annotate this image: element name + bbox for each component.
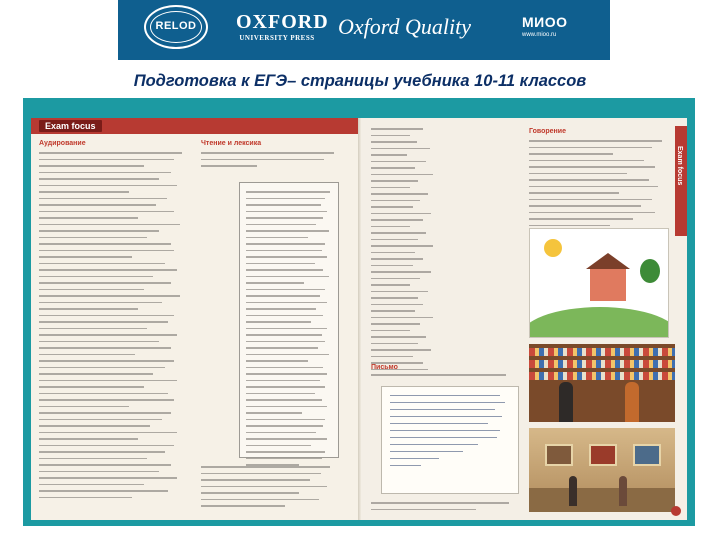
market-shelf — [529, 360, 675, 368]
listening-text-block — [39, 152, 189, 503]
oxford-quality-logo: Oxford Quality — [338, 14, 471, 39]
writing-task-lines — [371, 502, 521, 515]
reading-text-box — [239, 182, 339, 458]
market-person — [559, 382, 573, 422]
friend-letter — [381, 386, 519, 494]
drawing-house — [590, 269, 626, 301]
mioo-logo-main: МИОО — [522, 14, 568, 30]
page-number-badge — [671, 506, 681, 516]
header-banner — [118, 0, 610, 60]
market-shelf — [529, 348, 675, 356]
drawing-house-roof — [586, 253, 630, 269]
oup-logo-sub: UNIVERSITY PRESS — [239, 34, 315, 42]
gallery-floor — [529, 488, 675, 512]
reading-footer-lines — [201, 466, 341, 512]
art-gallery-photo — [529, 428, 675, 512]
side-tab-label: Exam focus — [676, 146, 683, 186]
drawing-hill — [529, 307, 669, 338]
market-stall-photo — [529, 344, 675, 422]
mioo-logo-url: www.mioo.ru — [522, 32, 557, 38]
drawing-tree — [640, 259, 660, 283]
mioo-logo — [522, 14, 582, 38]
textbook-right-page — [361, 118, 687, 520]
exam-focus-bar — [31, 118, 361, 134]
reading-section-label: Чтение и лексика — [201, 140, 262, 147]
textbook-left-page — [31, 118, 361, 520]
listening-section-label: Аудирование — [39, 140, 86, 147]
slide-title: Подготовка к ЕГЭ– страницы учебника 10-11 классов — [133, 72, 587, 90]
exam-focus-tab: Exam focus — [39, 120, 102, 132]
gallery-visitor — [619, 476, 627, 506]
writing-section-label: Письмо — [371, 364, 398, 371]
child-drawing-image — [529, 228, 669, 338]
oup-logo-main: OXFORD — [236, 11, 329, 33]
drawing-sun — [544, 239, 562, 257]
speaking-text-block — [529, 140, 669, 231]
gallery-painting — [633, 444, 661, 466]
gallery-visitor — [569, 476, 577, 506]
gallery-painting — [545, 444, 573, 466]
market-person — [625, 382, 639, 422]
relod-logo-text: RELOD — [155, 20, 197, 32]
exam-focus-side-tab — [675, 126, 687, 236]
textbook-frame — [23, 98, 695, 526]
market-shelf — [529, 372, 675, 380]
relod-logo — [144, 5, 208, 49]
reading-text-lines — [246, 191, 334, 471]
speaking-section-label: Говорение — [529, 128, 566, 135]
reading-instructions — [201, 152, 341, 172]
gallery-painting — [589, 444, 617, 466]
writing-instructions — [371, 374, 521, 381]
letter-handwriting — [390, 395, 512, 472]
answer-options-column — [371, 128, 501, 375]
oxford-university-press-logo — [236, 11, 329, 42]
